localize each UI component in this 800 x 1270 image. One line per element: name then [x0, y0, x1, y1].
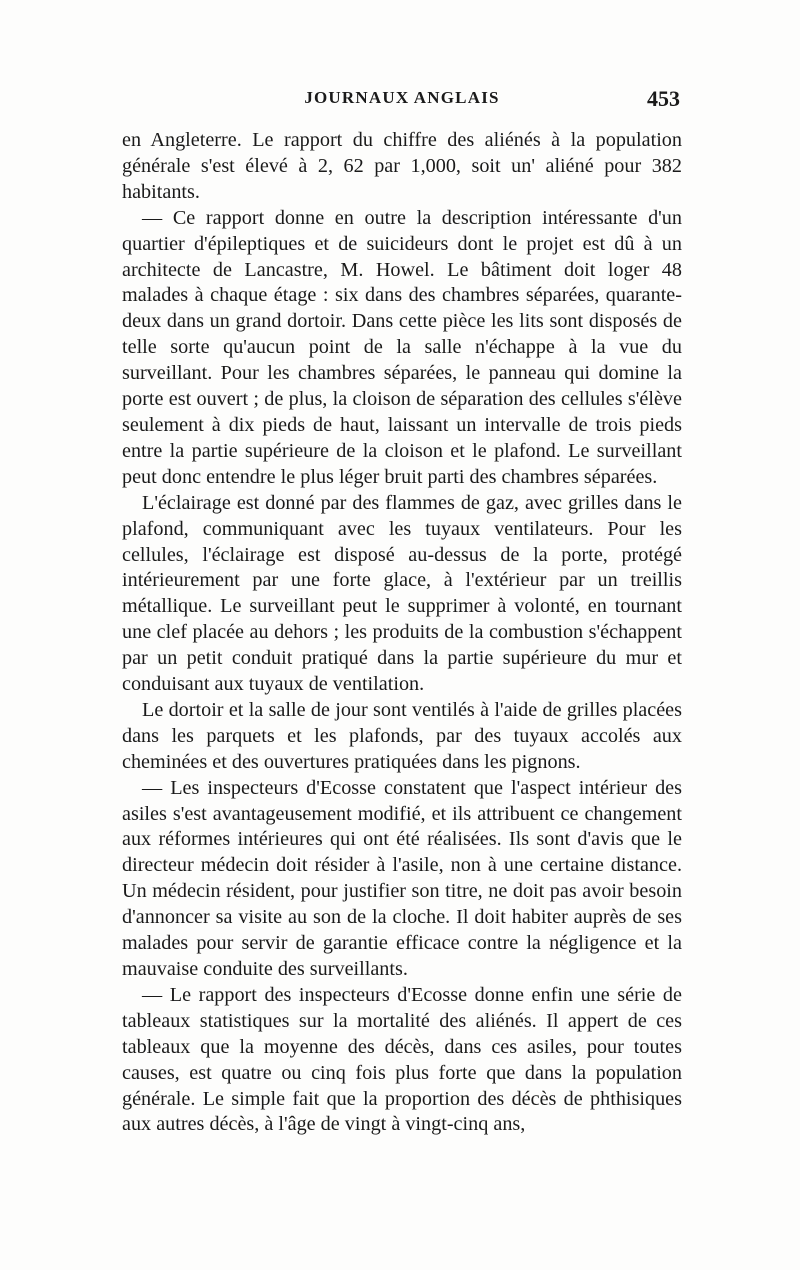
page-number: 453	[647, 86, 680, 111]
paragraph-ventilation: Le dortoir et la salle de jour sont ventilés à l'aide de grilles placées dans les parquets et les plafonds, par des tuyaux accolés aux cheminées et des ouvertures pratiquées dans les pignons.	[122, 698, 682, 773]
paragraph-continuation: en Angleterre. Le rapport du chiffre des aliénés à la population générale s'est élevé à 2, 62 par 1,000, soit un' aliéné pour 382 habitants.	[122, 129, 682, 203]
paragraph-lighting: L'éclairage est donné par des flammes de gaz, avec grilles dans le plafond, communiquant avec les tuyaux ventilateurs. Pour les cellules, l'éclairage est disposé au-dessus de la porte, protégé intérieurement par une forte glace, à l'extérieur par un treillis métallique. Le surveillant peut le supprimer à volonté, en tournant une clef placée au dehors ; les produits de la combustion s'échappent par un petit conduit pratiqué dans la partie supérieure du mur et conduisant aux tuyaux de ventilation.	[122, 491, 682, 696]
running-header	[122, 88, 682, 116]
paragraph-mortality-statistics: — Le rapport des inspecteurs d'Ecosse donne enfin une série de tableaux statistiques sur la mortalité des aliénés. Il appert de ces tableaux que la moyenne des décès, dans ces asiles, pour toutes causes, est quatre ou cinq fois plus forte que dans la population générale. Le simple fait que la proportion des décès de phthisiques aux autres décès, à l'âge de vingt à vingt-cinq ans,	[122, 983, 682, 1136]
paragraph-howel-quarter: — Ce rapport donne en outre la description intéressante d'un quartier d'épileptiques et de suicideurs dont le projet est dû à un architecte de Lancastre, M. Howel. Le bâtiment doit loger 48 malades à chaque étage : six dans des chambres séparées, quarante-deux dans un grand dortoir. Dans cette pièce les lits sont disposés de telle sorte qu'aucun point de la salle n'échappe à la vue du surveillant. Pour les chambres séparées, le panneau qui domine la porte est ouvert ; de plus, la cloison de séparation des cellules s'élève seulement à dix pieds de haut, laissant un intervalle de trois pieds entre la partie supérieure de la cloison et le plafond. Le surveillant peut donc entendre le plus léger bruit parti des chambres séparées.	[122, 206, 682, 488]
running-title: JOURNAUX ANGLAIS	[304, 88, 500, 107]
paragraph-scotland-inspectors: — Les inspecteurs d'Ecosse constatent que l'aspect intérieur des asiles s'est avantageusement modifié, et ils attribuent ce changement aux réformes intérieures qui ont été réalisées. Ils sont d'avis que le directeur médecin doit résider à l'asile, non à une certaine distance. Un médecin résident, pour justifier son titre, ne doit pas avoir besoin d'annoncer sa visite au son de la cloche. Il doit habiter auprès de ses malades pour servir de garantie efficace contre la négligence et la mauvaise conduite des surveillants.	[122, 776, 682, 980]
body-text	[122, 128, 682, 1138]
